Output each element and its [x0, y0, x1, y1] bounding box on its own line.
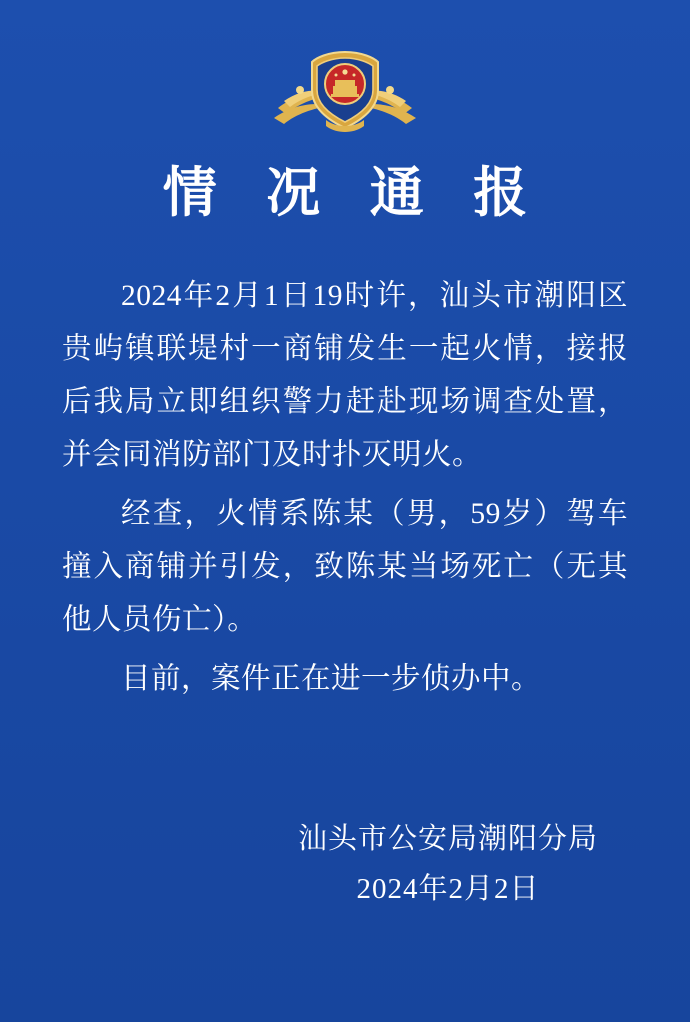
police-badge-emblem — [270, 46, 420, 138]
document-title: 情 况 通 报 — [162, 163, 546, 223]
paragraph-1: 2024年2月1日19时许，汕头市潮阳区贵屿镇联堤村一商铺发生一起火情，接报后我局立即组织警力赶赴现场调查处置，并会同消防部门及时扑灭明火。 — [62, 279, 628, 471]
signature-block — [298, 814, 598, 914]
signature-date: 2024年2月2日 — [356, 873, 540, 905]
document-body — [62, 270, 628, 712]
paragraph-3: 目前，案件正在进一步侦办中。 — [121, 662, 542, 695]
signature-organization: 汕头市公安局潮阳分局 — [298, 823, 599, 855]
paragraph-2: 经查，火情系陈某（男，59岁）驾车撞入商铺并引发，致陈某当场死亡（无其他人员伤亡）。 — [62, 497, 628, 636]
emblem-container — [265, 46, 425, 138]
